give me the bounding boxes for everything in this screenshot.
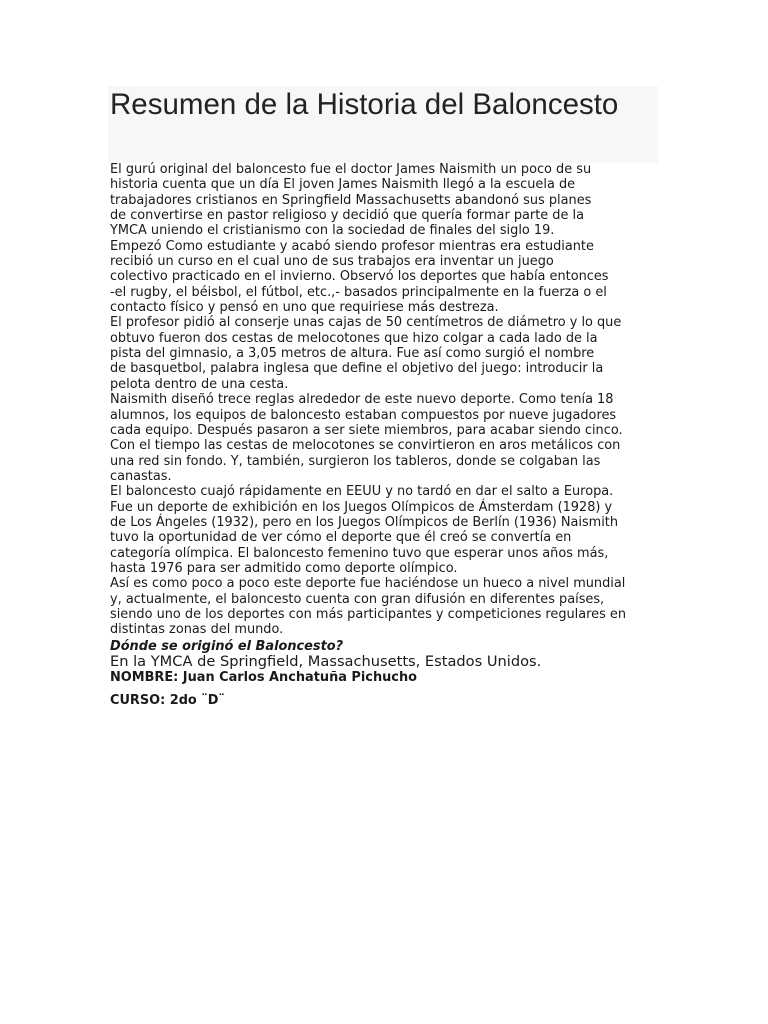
- page-title: Resumen de la Historia del Baloncesto: [110, 88, 619, 121]
- body-line: tuvo la oportunidad de ver cómo el deporte que él creó se convertía en: [110, 530, 572, 546]
- body-line: pista del gimnasio, a 3,05 metros de altura. Fue así como surgió el nombre: [110, 346, 595, 362]
- question-line: Dónde se originó el Baloncesto?: [110, 638, 344, 654]
- body-line: contacto físico y pensó en uno que requiriese más destreza.: [110, 300, 499, 316]
- body-line: distintas zonas del mundo.: [110, 622, 284, 638]
- body-line: alumnos, los equipos de baloncesto estaban compuestos por nueve jugadores: [110, 407, 617, 423]
- body-line: hasta 1976 para ser admitido como deporte olímpico.: [110, 560, 458, 576]
- body-line: Con el tiempo las cestas de melocotones se convirtieron en aros metálicos con: [110, 438, 621, 454]
- body-line: Empezó Como estudiante y acabó siendo profesor mientras era estudiante: [110, 238, 594, 254]
- body-line: -el rugby, el béisbol, el fútbol, etc.,- basados principalmente en la fuerza o el: [110, 284, 607, 300]
- body-line: siendo uno de los deportes con más participantes y competiciones regulares en: [110, 606, 627, 622]
- body-line: categoría olímpica. El baloncesto femenino tuvo que esperar unos años más,: [110, 545, 609, 561]
- body-line: El baloncesto cuajó rápidamente en EEUU y no tardó en dar el salto a Europa.: [110, 484, 614, 500]
- body-line: pelota dentro de una cesta.: [110, 376, 289, 392]
- student-name: NOMBRE: Juan Carlos Anchatuña Pichucho: [110, 670, 417, 686]
- body-line: de convertirse en pastor religioso y decidió que quería formar parte de la: [110, 208, 584, 224]
- body-line: Así es como poco a poco este deporte fue haciéndose un hueco a nivel mundial: [110, 576, 626, 592]
- body-line: una red sin fondo. Y, también, surgieron los tableros, donde se colgaban las: [110, 453, 601, 469]
- body-line: YMCA uniendo el cristianismo con la sociedad de finales del siglo 19.: [110, 223, 555, 239]
- body-line: de Los Ángeles (1932), pero en los Juegos Olímpicos de Berlín (1936) Naismith: [110, 514, 619, 530]
- answer-line: En la YMCA de Springfield, Massachusetts, Estados Unidos.: [110, 653, 542, 671]
- body-line: canastas.: [110, 468, 172, 484]
- document-body: [110, 162, 658, 708]
- body-line: colectivo practicado en el invierno. Observó los deportes que había entonces: [110, 269, 609, 285]
- title-block: [108, 86, 658, 163]
- body-line: historia cuenta que un día El joven James Naismith llegó a la escuela de: [110, 177, 576, 193]
- body-line: y, actualmente, el baloncesto cuenta con gran difusión en diferentes países,: [110, 591, 605, 607]
- body-line: Fue un deporte de exhibición en los Juegos Olímpicos de Ámsterdam (1928) y: [110, 499, 613, 515]
- body-line: trabajadores cristianos en Springfield Massachusetts abandonó sus planes: [110, 192, 592, 208]
- body-line: El profesor pidió al conserje unas cajas de 50 centímetros de diámetro y lo que: [110, 315, 622, 331]
- body-line: recibió un curso en el cual uno de sus trabajos era inventar un juego: [110, 254, 554, 270]
- body-line: cada equipo. Después pasaron a ser siete miembros, para acabar siendo cinco.: [110, 422, 623, 438]
- course-line: CURSO: 2do ¨D¨: [110, 693, 225, 709]
- body-line: Naismith diseñó trece reglas alrededor de este nuevo deporte. Como tenía 18: [110, 392, 614, 408]
- body-line: obtuvo fueron dos cestas de melocotones que hizo colgar a cada lado de la: [110, 330, 598, 346]
- body-line: El gurú original del baloncesto fue el doctor James Naismith un poco de su: [110, 162, 592, 177]
- body-paragraphs: [110, 162, 658, 638]
- body-line: de basquetbol, palabra inglesa que define el objetivo del juego: introducir la: [110, 361, 604, 377]
